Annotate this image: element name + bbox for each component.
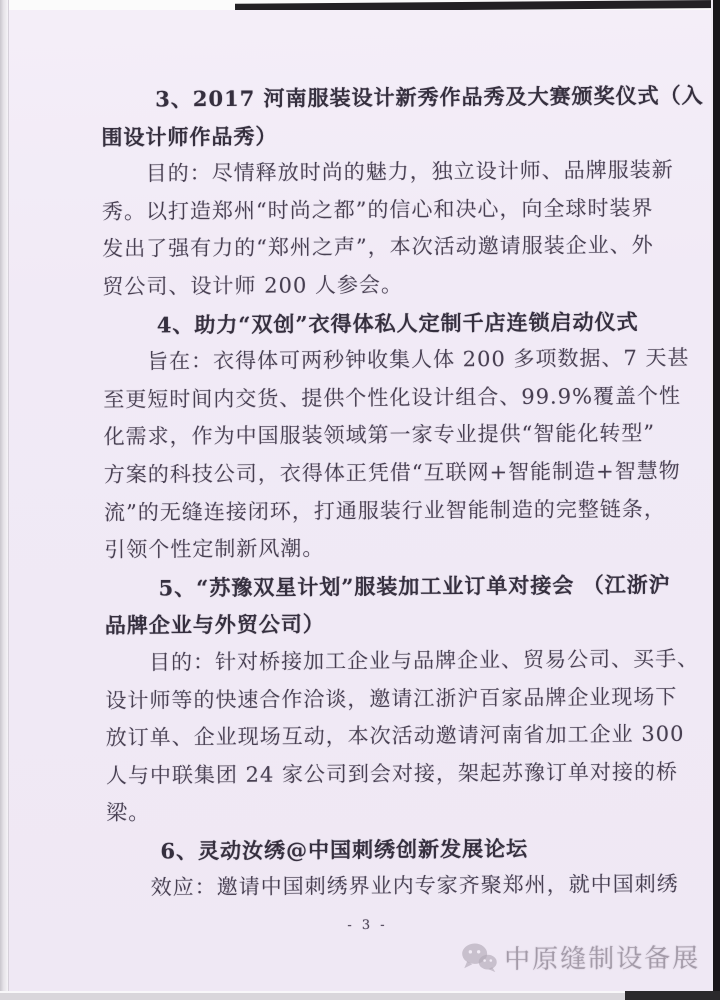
section-4-body-line: 化需求，作为中国服装领域第一家专业提供“智能化转型” <box>103 421 656 450</box>
document-page <box>9 10 713 991</box>
scan-edge-bottom <box>0 991 720 1000</box>
section-5-heading-line: 品牌企业与外贸公司） <box>104 611 325 639</box>
section-6-heading-line: 6、灵动汝绣@中国刺绣创新发展论坛 <box>160 835 529 864</box>
section-3-body-line: 贸公司、设计师 200 人参会。 <box>102 272 404 299</box>
section-3-heading-line: 3、2017 河南服装设计新秀作品秀及大赛颁奖仪式（入 <box>155 82 704 112</box>
section-4-heading-line: 4、助力“双创”衣得体私人定制千店连锁启动仪式 <box>156 308 639 337</box>
section-5-body-line: 放订单、企业现场互动，本次活动邀请河南省加工企业 300 <box>105 721 685 750</box>
section-4-body-line: 旨在：衣得体可两秒钟收集人体 200 多项数据、7 天甚 <box>146 345 690 374</box>
wechat-logo-icon <box>461 942 497 973</box>
scan-edge-right <box>713 0 720 1000</box>
section-4-body-line: 引领个性定制新风潮。 <box>104 536 325 562</box>
section-4-body-line: 方案的科技公司，衣得体正凭借“互联网+智能制造+智慧物 <box>103 458 681 487</box>
document-body <box>101 77 704 908</box>
watermark-label: 中原缝制设备展 <box>504 942 701 975</box>
page-number: - 3 - <box>347 917 388 934</box>
section-5-body-line: 设计师等的快速合作洽谈，邀请江浙沪百家品牌企业现场下 <box>105 684 678 713</box>
section-5-body-line: 梁。 <box>106 800 151 826</box>
section-3-heading-line: 围设计师作品秀） <box>101 123 278 150</box>
section-4-body-line: 流”的无缝连接闭环，打通服装行业智能制造的完整链条， <box>103 496 666 525</box>
watermark <box>461 938 700 977</box>
section-6-body-line: 效应：邀请中国刺绣界业内专家齐聚郑州，就中国刺绣 <box>150 872 679 900</box>
section-3-body-line: 秀。以打造郑州“时尚之都”的信心和决心，向全球时装界 <box>101 195 654 224</box>
section-5-body-line: 目的：针对桥接加工企业与品牌企业、贸易公司、买手、 <box>149 646 700 675</box>
page-tilt-wrapper <box>6 8 717 994</box>
section-3-body-line: 目的：尽情释放时尚的魅力，独立设计师、品牌服装新 <box>145 157 674 186</box>
scan-edge-bottom-dark <box>625 991 720 1000</box>
section-3-body-line: 发出了强有力的“郑州之声”，本次活动邀请服装企业、外 <box>102 233 654 262</box>
section-4-body-line: 至更短时间内交货、提供个性化设计组合、99.9%覆盖个性 <box>103 383 682 412</box>
section-5-body-line: 人与中联集团 24 家公司到会对接，架起苏豫订单对接的桥 <box>105 759 679 788</box>
section-5-heading-line: 5、“苏豫双星计划”服装加工业订单对接会 （江浙沪 <box>158 571 671 601</box>
